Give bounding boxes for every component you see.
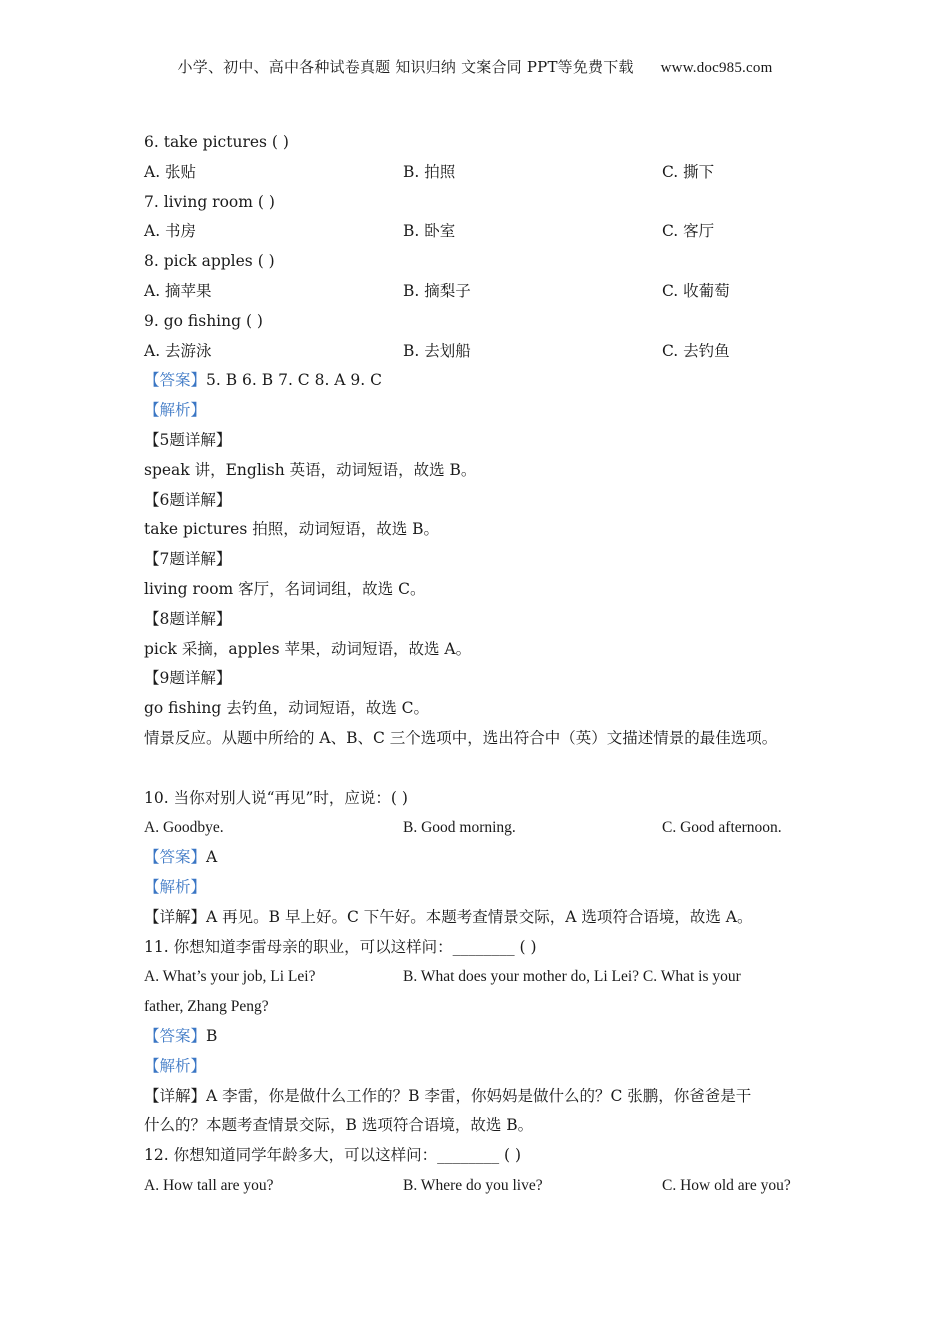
option-a: A. 去游泳 bbox=[144, 341, 212, 360]
question-6-options bbox=[144, 158, 824, 188]
question-text: 11. 你想知道李雷母亲的职业，可以这样问：________ ( ) bbox=[144, 937, 537, 956]
answer-5-9 bbox=[144, 366, 824, 396]
question-9-stem bbox=[144, 307, 824, 337]
option-c: C. 撕下 bbox=[662, 162, 715, 181]
answer-text: A bbox=[206, 848, 218, 867]
detail-7-text: living room 客厅，名词词组，故选 C。 bbox=[144, 579, 426, 598]
option-c: C. 收葡萄 bbox=[662, 281, 730, 300]
option-b-c: B. What does your mother do, Li Lei? C. What is your bbox=[403, 968, 741, 986]
option-a: A. Goodbye. bbox=[144, 819, 224, 837]
option-b: B. 摘梨子 bbox=[403, 281, 471, 300]
analysis-tag-2 bbox=[144, 873, 824, 903]
question-12-stem bbox=[144, 1141, 824, 1171]
question-text: 7. living room ( ) bbox=[144, 192, 275, 211]
detail-text: A 再见。B 早上好。C 下午好。本题考查情景交际，A 选项符合语境，故选 A。 bbox=[206, 907, 753, 926]
answer-text: B bbox=[206, 1026, 218, 1045]
option-b: B. 拍照 bbox=[403, 162, 456, 181]
answer-text: 5. B 6. B 7. C 8. A 9. C bbox=[206, 371, 382, 390]
detail-9-text: go fishing 去钓鱼，动词短语，故选 C。 bbox=[144, 699, 430, 718]
option-c: C. Good afternoon. bbox=[662, 819, 782, 837]
answer-11 bbox=[144, 1022, 824, 1052]
analysis-label: 【解析】 bbox=[144, 401, 207, 420]
answer-tag: 【答案】 bbox=[144, 1026, 207, 1045]
option-b: B. 卧室 bbox=[403, 222, 456, 241]
header-text: 小学、初中、高中各种试卷真题 知识归纳 文案合同 PPT等免费下载 bbox=[177, 58, 634, 76]
page-header bbox=[0, 56, 950, 77]
question-8-options bbox=[144, 277, 824, 307]
question-10-options bbox=[144, 813, 824, 843]
detail-tag: 【详解】 bbox=[144, 1086, 207, 1105]
option-b: B. Where do you live? bbox=[403, 1176, 543, 1194]
section-intro: 情景反应。从题中所给的 A、B、C 三个选项中，选出符合中（英）文描述情景的最佳选项。 bbox=[144, 728, 778, 747]
option-a: A. 摘苹果 bbox=[144, 281, 212, 300]
detail-6-title: 【6题详解】 bbox=[144, 490, 232, 509]
answer-10 bbox=[144, 843, 824, 873]
question-6-stem bbox=[144, 128, 824, 158]
document-body bbox=[144, 128, 824, 1201]
option-a: A. What’s your job, Li Lei? bbox=[144, 968, 316, 986]
answer-tag: 【答案】 bbox=[144, 371, 207, 390]
option-a: A. 张贴 bbox=[144, 162, 197, 181]
option-a: A. 书房 bbox=[144, 222, 197, 241]
analysis-tag-1 bbox=[144, 396, 824, 426]
option-c: C. 客厅 bbox=[662, 222, 715, 241]
detail-9-title: 【9题详解】 bbox=[144, 669, 232, 688]
detail-11-line1 bbox=[144, 1082, 824, 1112]
detail-11-line2: 什么的？本题考查情景交际，B 选项符合语境，故选 B。 bbox=[144, 1116, 534, 1135]
question-7-options bbox=[144, 217, 824, 247]
detail-text: A 李雷，你是做什么工作的？B 李雷，你妈妈是做什么的？C 张鹏，你爸爸是干 bbox=[206, 1086, 752, 1105]
question-11-options-cont: father, Zhang Peng? bbox=[144, 998, 269, 1016]
option-b: B. Good morning. bbox=[403, 819, 516, 837]
detail-6-text: take pictures 拍照，动词短语，故选 B。 bbox=[144, 520, 440, 539]
question-text: 9. go fishing ( ) bbox=[144, 311, 263, 330]
analysis-tag-3 bbox=[144, 1052, 824, 1082]
question-11-options bbox=[144, 962, 824, 992]
question-10-stem bbox=[144, 784, 824, 814]
detail-8-text: pick 采摘，apples 苹果，动词短语，故选 A。 bbox=[144, 639, 472, 658]
option-c: C. How old are you? bbox=[662, 1176, 791, 1194]
question-text: 10. 当你对别人说“再见”时，应说：( ) bbox=[144, 788, 408, 807]
question-text: 6. take pictures ( ) bbox=[144, 133, 289, 151]
analysis-label: 【解析】 bbox=[144, 1056, 207, 1075]
question-11-stem bbox=[144, 933, 824, 963]
question-text: 12. 你想知道同学年龄多大，可以这样问：________ ( ) bbox=[144, 1146, 522, 1165]
option-a: A. How tall are you? bbox=[144, 1176, 274, 1194]
answer-tag: 【答案】 bbox=[144, 848, 207, 867]
question-9-options bbox=[144, 337, 824, 367]
header-url: www.doc985.com bbox=[660, 60, 773, 76]
detail-tag: 【详解】 bbox=[144, 907, 207, 926]
detail-5-title: 【5题详解】 bbox=[144, 430, 232, 449]
detail-7-title: 【7题详解】 bbox=[144, 550, 232, 569]
option-b: B. 去划船 bbox=[403, 341, 471, 360]
question-12-options bbox=[144, 1171, 824, 1201]
option-c: C. 去钓鱼 bbox=[662, 341, 730, 360]
detail-10 bbox=[144, 903, 824, 933]
question-text: 8. pick apples ( ) bbox=[144, 252, 275, 271]
detail-5-text: speak 讲，English 英语，动词短语，故选 B。 bbox=[144, 460, 477, 479]
detail-8-title: 【8题详解】 bbox=[144, 609, 232, 628]
question-8-stem bbox=[144, 247, 824, 277]
analysis-label: 【解析】 bbox=[144, 877, 207, 896]
question-7-stem bbox=[144, 188, 824, 218]
